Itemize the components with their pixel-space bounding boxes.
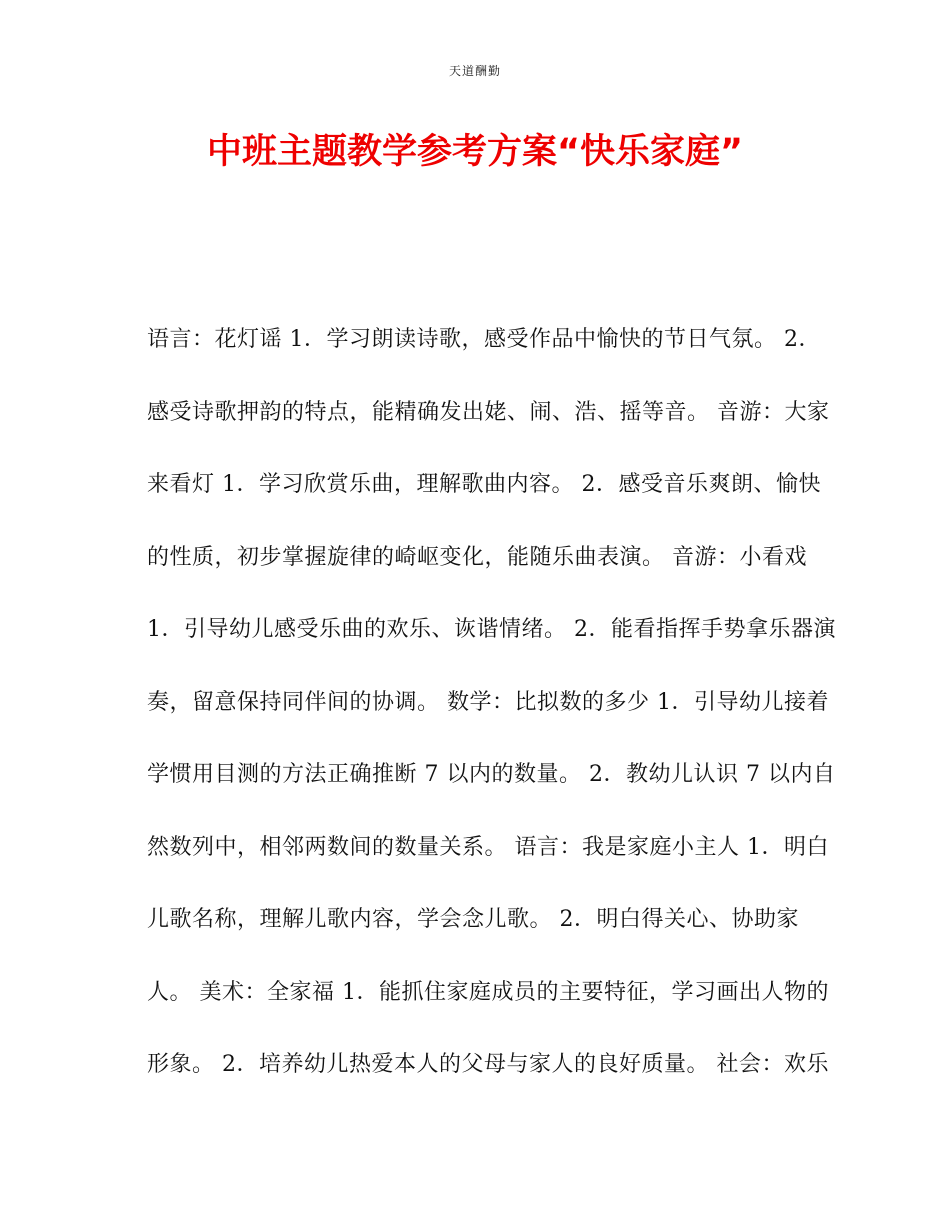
body-line: 感受诗歌押韵的特点，能精确发出姥、闹、浩、摇等音。 音游：大家 [147,399,830,425]
body-line: 学惯用目测的方法正确推断 7 以内的数量。 2．教幼儿认识 7 以内自 [147,762,836,787]
body-line: 1．引导幼儿感受乐曲的欢乐、诙谐情绪。 2．能看指挥手势拿乐器演 [147,617,836,642]
body-line: 语言：花灯谣 1．学习朗读诗歌，感受作品中愉快的节日气氛。 2． [147,327,821,352]
body-line: 儿歌名称，理解儿歌内容，学会念儿歌。 2．明白得关心、协助家 [147,907,799,932]
body-line: 人。 美术：全家福 1．能抓住家庭成员的主要特征，学习画出人物的 [147,979,829,1005]
body-line: 然数列中，相邻两数间的数量关系。 语言：我是家庭小主人 1．明白 [147,834,829,860]
document-title: 中班主题教学参考方案“快乐家庭” [206,132,743,172]
document-body [147,322,836,1120]
page-header: 天道酬勤 [448,64,501,78]
body-line: 形象。 2．培养幼儿热爱本人的父母与家人的良好质量。 社会：欢乐 [147,1052,829,1077]
body-line: 奏，留意保持同伴间的协调。 数学：比拟数的多少 1．引导幼儿接着 [147,689,829,715]
body-line: 的性质，初步掌握旋律的崎岖变化，能随乐曲表演。 音游：小看戏 [147,544,807,570]
body-line: 来看灯 1．学习欣赏乐曲，理解歌曲内容。 2．感受音乐爽朗、愉快 [147,472,821,497]
